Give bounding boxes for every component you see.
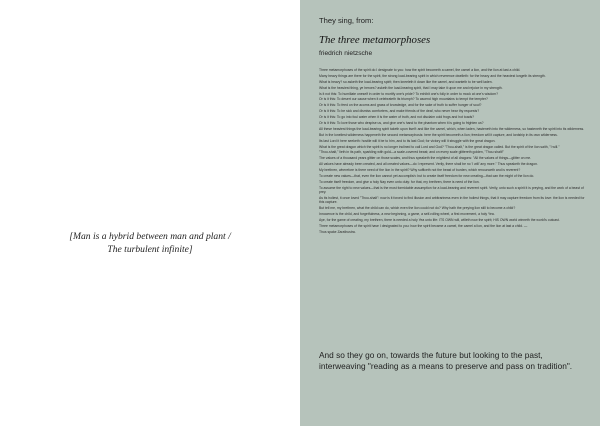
poem-paragraph: All these heaviest things the load-bearing spirit taketh upon itself: and like the camel, which, when laden, hasteneth into the wilderness, so hasteneth the spirit into its wilderness. bbox=[319, 126, 585, 131]
poem-paragraph: Or is it this: To desert our cause when it celebrateth its triumph? To ascend high mountains to tempt the tempter? bbox=[319, 97, 488, 102]
poem-paragraph: Or is it this: To be sick and dismiss comforters, and make friends of the deaf, who never hear thy requests? bbox=[319, 109, 480, 114]
poem-paragraph: Or is it this: To go into foul water when it is the water of truth, and not disclaim cold frogs and hot toads? bbox=[319, 115, 475, 120]
left-page-caption bbox=[30, 230, 270, 256]
right-page bbox=[300, 0, 600, 426]
caption-line: The turbulent infinite] bbox=[107, 244, 193, 255]
poem-paragraph: Thus spake Zarathustra. bbox=[319, 229, 356, 234]
poem-paragraph: What is the great dragon which the spirit is no longer inclined to call Lord and God? "Thou-shalt," is the great dragon called. But the spirit of the lion saith, "I will." bbox=[319, 144, 560, 149]
poem-paragraph: Innocence is the child, and forgetfulness, a new beginning, a game, a self-rolling wheel, a first movement, a holy Yea. bbox=[319, 212, 495, 217]
poem-paragraph: Three metamorphoses of the spirit do I designate to you: how the spirit becometh a camel, the camel a lion, and the lion at last a child. bbox=[319, 68, 521, 72]
poem-paragraph: Or is it this: To love those who despise us, and give one's hand to the phantom when it is going to frighten us? bbox=[319, 121, 484, 126]
poem-paragraph: Aye, for the game of creating, my brethren, there is needed a holy Yea unto life: ITS OWN will, willeth now the spirit; HIS OWN world winneth the world's outcast. bbox=[319, 218, 560, 223]
poem-paragraph: To create itself freedom, and give a holy Nay even unto duty: for that, my brethren, there is need of the lion. bbox=[319, 179, 480, 184]
poem-paragraph: Is it not this: To humiliate oneself in order to mortify one's pride? To exhibit one's folly in order to mock at one's wisdom? bbox=[319, 91, 498, 96]
poem-paragraph: My brethren, wherefore is there need of the lion in the spirit? Why sufficeth not the beast of burden, which renounceth and is reverent? bbox=[319, 168, 521, 173]
poem-paragraph: The values of a thousand years glitter on those scales, and thus speaketh the mightiest of all dragons: "All the values of things—glitter on me. bbox=[319, 156, 532, 161]
poem-paragraph: All values have already been created, and all created values—do I represent. Verily, there shall be no 'I will' any more." Thus speaketh the dragon. bbox=[319, 162, 538, 167]
poem-paragraph: But tell me, my brethren, what the child can do, which even the lion could not do? Why hath the preying lion still to become a child? bbox=[319, 206, 516, 211]
intro-text: They sing, from: bbox=[319, 16, 374, 25]
poem-paragraph: Its last Lord it here seeketh: hostile will it be to him, and to its last God; for victory will it struggle with the great dragon. bbox=[319, 138, 496, 143]
poem-paragraph: "Thou-shalt," lieth in its path, sparkling with gold—a scale-covered beast; and on every scale glittereth golden, "Thou shalt!" bbox=[319, 150, 504, 155]
poem-paragraph: To assume the right to new values—that is the most formidable assumption for a load-bearing and reverent spirit. Verily, unto such a spirit it is preying, and the work of a beast of prey. bbox=[319, 185, 584, 195]
poem-body bbox=[319, 68, 587, 234]
caption-line: [Man is a hybrid between man and plant / bbox=[69, 231, 231, 242]
poem-title: The three metamorphoses bbox=[319, 34, 431, 46]
poem-paragraph: Or is it this: To feed on the acorns and grass of knowledge, and for the sake of truth to suffer hunger of soul? bbox=[319, 103, 482, 108]
poem-paragraph: As its holiest, it once loved "Thou-shalt": now is it forced to find illusion and arbitrariness even in the holiest things, that it may capture freedom from its love: the lion is needed for this capture. bbox=[319, 196, 585, 205]
poem-author: friedrich nietzsche bbox=[319, 50, 373, 57]
poem-paragraph: What is the heaviest thing, ye heroes? asketh the load-bearing spirit, that I may take it upon me and rejoice in my strength. bbox=[319, 85, 503, 90]
closing-paragraph: And so they go on, towards the future but looking to the past, interweaving "reading as a means to preserve and pass on tradition". bbox=[319, 350, 573, 371]
right-page-content bbox=[319, 16, 587, 236]
poem-paragraph: But in the loneliest wilderness happeneth the second metamorphosis: here the spirit becometh a lion; freedom will it capture, and lordship in its own wilderness. bbox=[319, 132, 558, 137]
poem-paragraph: Many heavy things are there for the spirit, the strong load-bearing spirit in which reverence dwelleth: for the heavy and the heaviest longeth its strength. bbox=[319, 73, 546, 78]
poem-paragraph: To create new values—that, even the lion cannot yet accomplish: but to create itself freedom for new creating—that can the might of the lion do. bbox=[319, 174, 535, 179]
poem-paragraph: What is heavy? so asketh the load-bearing spirit; then kneeleth it down like the camel, and wanteth to be well laden. bbox=[319, 79, 493, 84]
poem-paragraph: Three metamorphoses of the spirit have I designated to you: how the spirit became a camel, the camel a lion, and the lion at last a child. — bbox=[319, 223, 528, 228]
